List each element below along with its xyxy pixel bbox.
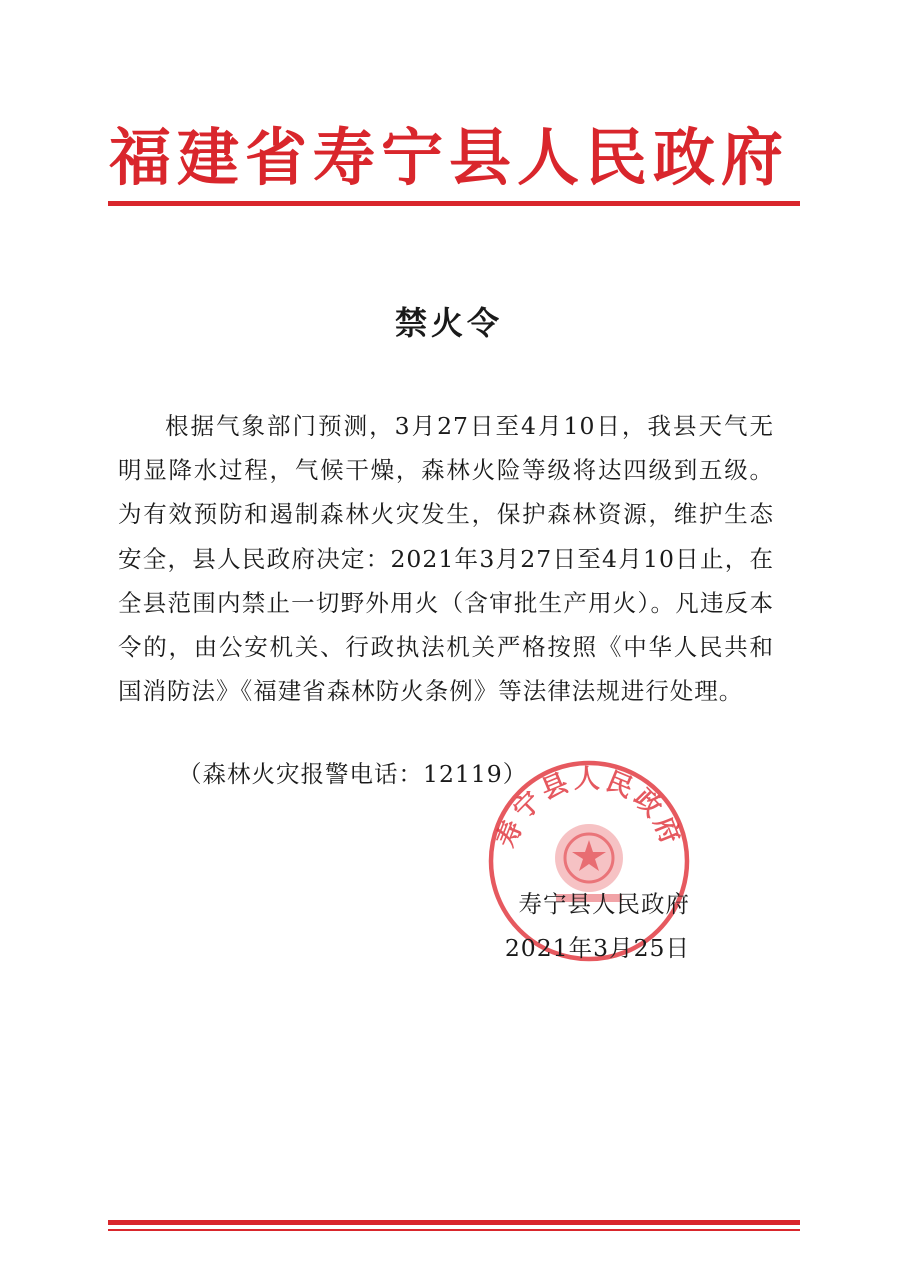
letterhead-rule: [108, 201, 800, 206]
footer-rule-top: [108, 1220, 800, 1225]
signature-date: 2021年3月25日: [504, 934, 690, 962]
footer-rule-bottom: [108, 1229, 800, 1231]
hotline-note: （森林火灾报警电话：12119）: [178, 760, 528, 788]
letterhead-title: 福建省寿宁县人民政府: [108, 121, 789, 194]
document-title: 禁火令: [394, 304, 503, 342]
seal-text: 寿宁县人民政府: [491, 764, 687, 852]
document-body: 根据气象部门预测，3月27日至4月10日，我县天气无明显降水过程，气候干燥，森林火险等级将达四级到五级。为有效预防和遏制森林火灾发生，保护森林资源，维护生态安全，县人民政府决定：2021年3月27日至4月10日止，在全县范围内禁止一切野外用火（含审批生产用火）。凡违反本令的，由公安机关、行政执法机关严格按照《中华人民共和国消防法》《福建省森林防火条例》等法律法规进行处理。: [118, 412, 774, 706]
signature-organization: 寿宁县人民政府: [518, 890, 690, 918]
